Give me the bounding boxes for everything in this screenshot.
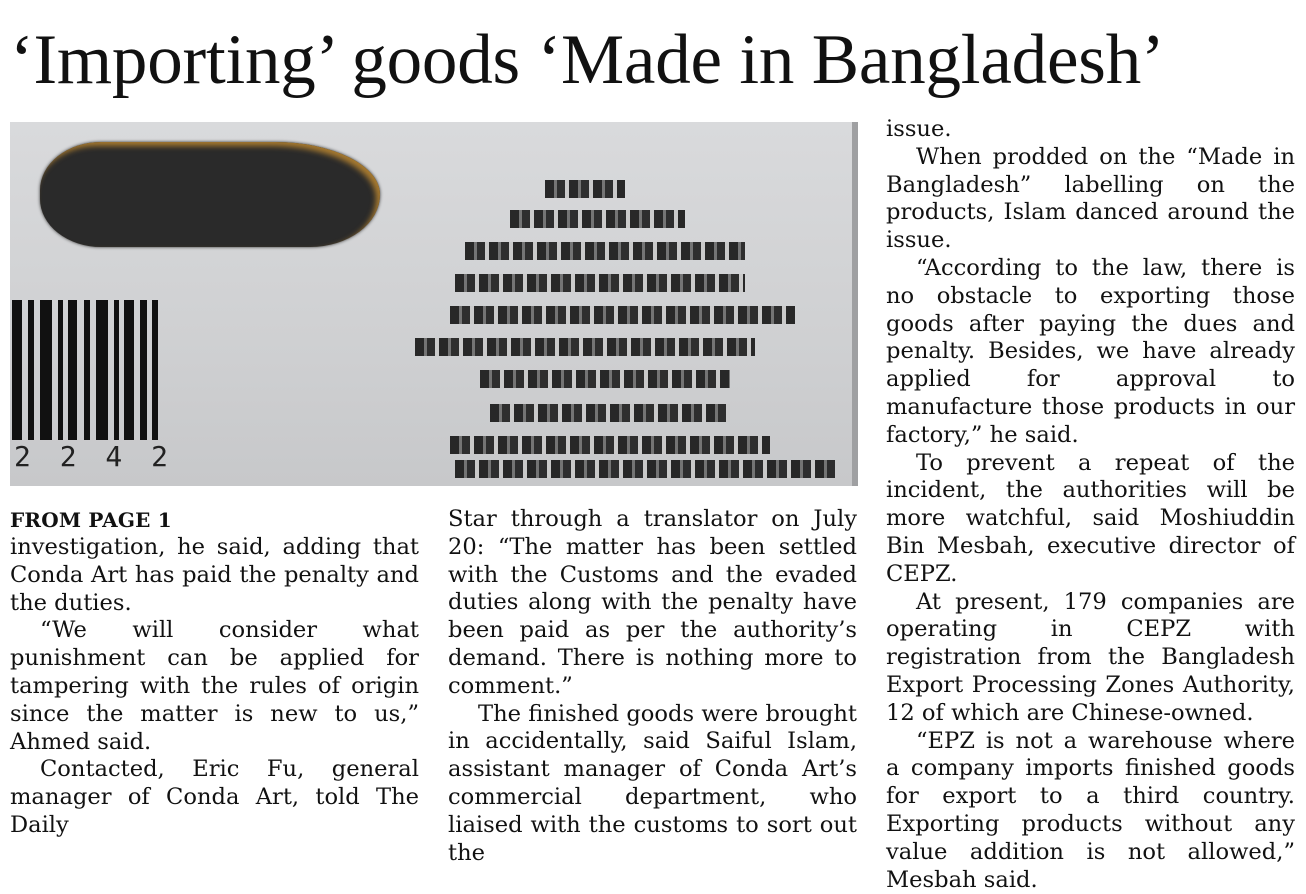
col3-paragraph-1: issue. — [886, 116, 952, 142]
col3-paragraph-6: “EPZ is not a warehouse where a company imports finished goods for export to a third country. Exporting products without any value addition is not allowed,” Mesbah said. — [886, 727, 1295, 893]
column-1 — [10, 506, 419, 840]
col2-paragraph-2: The finished goods were brought in accidentally, said Saiful Islam, assistant manager of Conda Art’s commercial department, who liaised with the customs to sort out the — [448, 700, 857, 866]
column-2 — [448, 506, 857, 867]
col3-paragraph-2: When prodded on the “Made in Bangladesh” labelling on the products, Islam danced around the issue. — [886, 143, 1295, 254]
hang-tag — [40, 142, 380, 247]
col2-paragraph-1: Star through a translator on July 20: “The matter has been settled with the Customs and the evaded duties along with the penalty have been paid as per the authority’s demand. There is nothing more to comment.” — [448, 506, 857, 699]
col3-paragraph-3: “According to the law, there is no obstacle to exporting those goods after paying the dues and penalty. Besides, we have already applied for approval to manufacture those products in our factory,” he said. — [886, 254, 1295, 448]
photo-edge — [852, 122, 858, 486]
column-3 — [886, 116, 1295, 894]
col3-paragraph-4: To prevent a repeat of the incident, the authorities will be more watchful, said Moshiuddin Bin Mesbah, executive director of CEPZ. — [886, 449, 1295, 587]
barcode — [12, 300, 162, 440]
barcode-number: 2 2 4 2 — [14, 440, 175, 473]
col3-paragraph-5: At present, 179 companies are operating in CEPZ with registration from the Bangladesh Export Processing Zones Authority, 12 of which are Chinese-owned. — [886, 588, 1295, 726]
col1-paragraph-3: Contacted, Eric Fu, general manager of Conda Art, told The Daily — [10, 756, 419, 838]
col1-paragraph-1: investigation, he said, adding that Conda Art has paid the penalty and the duties. — [10, 534, 419, 616]
headline: ‘Importing’ goods ‘Made in Bangladesh’ — [10, 21, 1165, 99]
product-label-photo — [10, 122, 858, 486]
from-page-tag: FROM PAGE 1 — [10, 508, 172, 532]
label-text-blurred — [380, 172, 850, 472]
col1-paragraph-2: “We will consider what punishment can be applied for tampering with the rules of origin since the matter is new to us,” Ahmed said. — [10, 617, 419, 755]
